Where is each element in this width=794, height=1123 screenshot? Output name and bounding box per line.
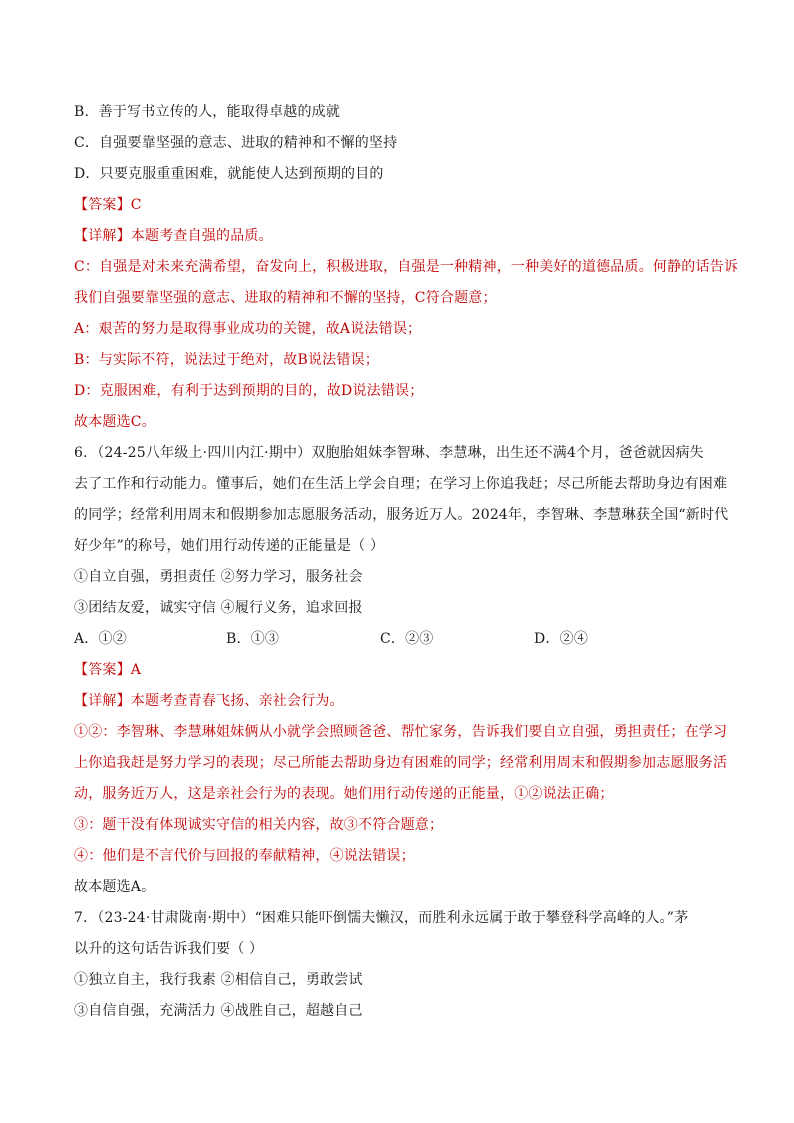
q6-detail-line: 动，服务近万人，这是亲社会行为的表现。她们用行动传递的正能量，①②说法正确； bbox=[74, 786, 614, 802]
q6-stem-line: 好少年”的称号，她们用行动传递的正能量是（ ） bbox=[74, 538, 385, 554]
q6-statement: ①自立自强，勇担责任 ②努力学习，服务社会 bbox=[74, 569, 363, 585]
q6-detail-line: ①②：李智琳、李慧琳姐妹俩从小就学会照顾爸爸、帮忙家务，告诉我们要自立自强，勇担责任；在学习 bbox=[74, 724, 728, 740]
q5-option-d: D．只要克服重重困难，就能使人达到预期的目的 bbox=[74, 166, 384, 182]
q5-option-b: B．善于写书立传的人，能取得卓越的成就 bbox=[74, 104, 341, 120]
q5-detail-line: 我们自强要靠坚强的意志、进取的精神和不懈的坚持，C符合题意； bbox=[74, 290, 497, 306]
q6-stem-line: 去了工作和行动能力。懂事后，她们在生活上学会自理；在学习上你追我赶；尽己所能去帮助身边有困难 bbox=[74, 476, 728, 492]
q5-detail-line: C：自强是对未来充满希望，奋发向上，积极进取，自强是一种精神，一种美好的道德品质。何静的话告诉 bbox=[74, 259, 739, 275]
q5-detail-line: D：克服困难，有利于达到预期的目的，故D说法错误； bbox=[74, 383, 424, 399]
q7-stem-line: 以升的这句话告诉我们要（ ） bbox=[74, 941, 264, 957]
q6-answer: 【答案】A bbox=[74, 662, 142, 678]
q6-statement: ③团结友爱，诚实守信 ④履行义务，追求回报 bbox=[74, 600, 363, 616]
q5-detail-line: B：与实际不符，说法过于绝对，故B说法错误； bbox=[74, 352, 379, 368]
q6-detail-line: 上你追我赶是努力学习的表现；尽己所能去帮助身边有困难的同学；经常利用周末和假期参加志愿服务活 bbox=[74, 755, 728, 771]
q6-stem-line: 6．（24-25八年级上·四川内江·期中）双胞胎姐妹李智琳、李慧琳，出生还不满4个月，爸爸就因病失 bbox=[74, 445, 704, 461]
q5-option-c: C．自强要靠坚强的意志、进取的精神和不懈的坚持 bbox=[74, 135, 398, 151]
q6-detail-line: ③：题干没有体现诚实守信的相关内容，故③不符合题意； bbox=[74, 817, 444, 833]
q5-detail-line: A：艰苦的努力是取得事业成功的关键，故A说法错误； bbox=[74, 321, 422, 337]
q6-stem-line: 的同学；经常利用周末和假期参加志愿服务活动，服务近万人。2024年，李智琳、李慧琳获全国“新时代 bbox=[74, 507, 729, 523]
q6-conclusion: 故本题选A。 bbox=[74, 879, 156, 895]
q6-choice-d: D．②④ bbox=[534, 631, 589, 647]
q5-detail-title: 【详解】本题考查自强的品质。 bbox=[74, 228, 273, 244]
q5-conclusion: 故本题选C。 bbox=[74, 414, 156, 430]
q6-choice-c: C．②③ bbox=[380, 631, 434, 647]
q6-detail-line: ④：他们是不言代价与回报的奉献精神，④说法错误； bbox=[74, 848, 415, 864]
q7-statement: ①独立自主，我行我素 ②相信自己，勇敢尝试 bbox=[74, 972, 363, 988]
q5-answer: 【答案】C bbox=[74, 197, 142, 213]
q6-choice-b: B．①③ bbox=[226, 631, 280, 647]
q6-choice-a: A．①② bbox=[74, 631, 127, 647]
q6-detail-title: 【详解】本题考查青春飞扬、亲社会行为。 bbox=[74, 693, 344, 709]
q7-stem-line: 7．（23-24·甘肃陇南·期中）“困难只能吓倒懦夫懒汉，而胜利永远属于敢于攀登科学高峰的人。”茅 bbox=[74, 910, 689, 926]
q7-statement: ③自信自强，充满活力 ④战胜自己，超越自己 bbox=[74, 1003, 363, 1019]
